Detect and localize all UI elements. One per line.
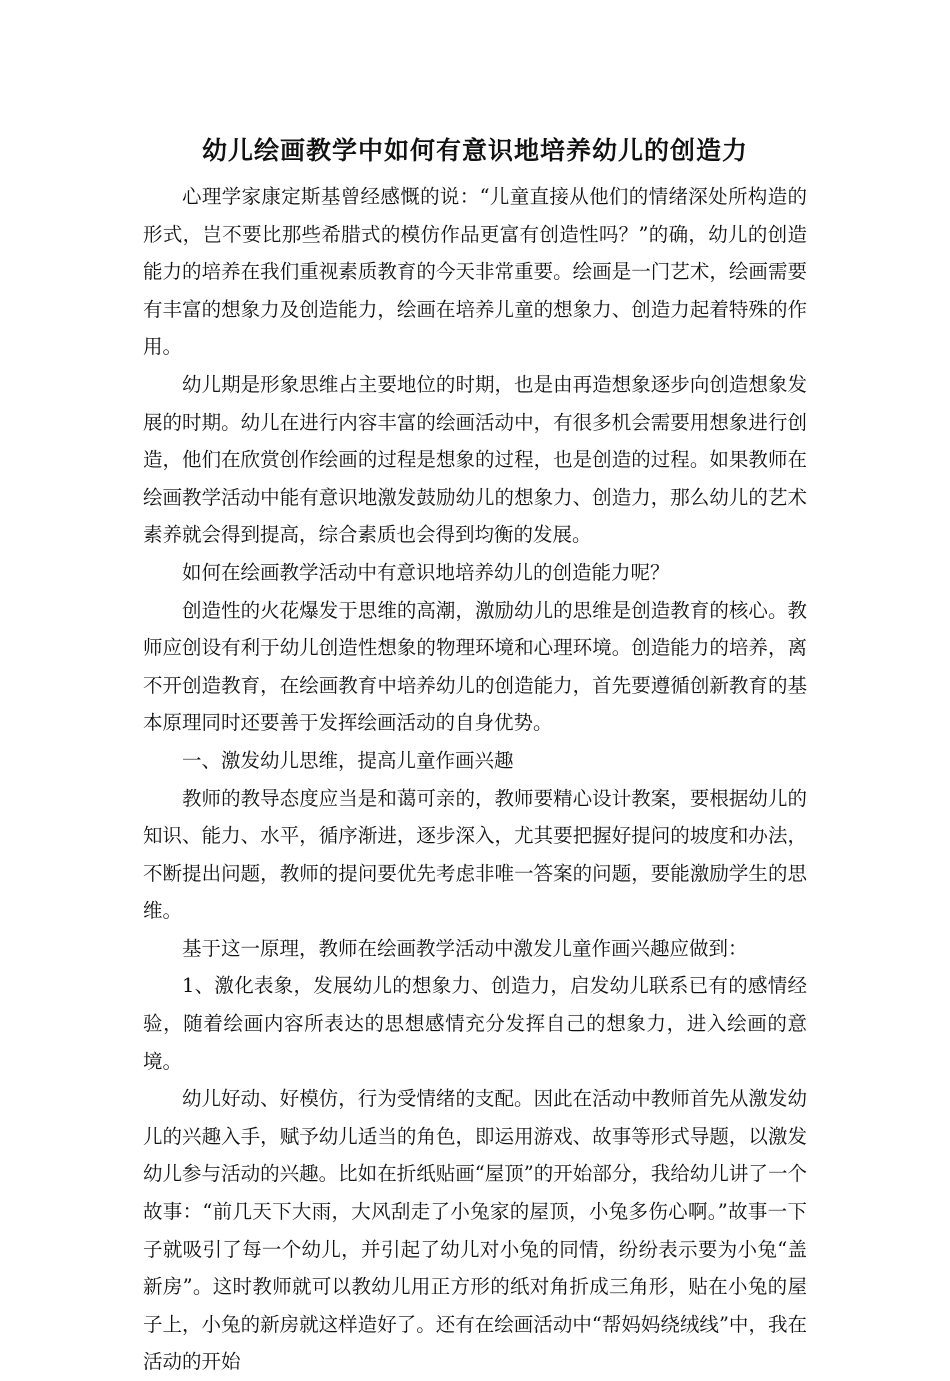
paragraph: 如何在绘画教学活动中有意识地培养幼儿的创造能力呢？ <box>182 560 670 584</box>
paragraph: 教师的教导态度应当是和蔼可亲的，教师要精心设计教案，要根据幼儿的知识、能力、水平，循序渐进，逐步深入，尤其要把握好提问的坡度和办法，不断提出问题，教师的提问要优先考虑非唯一答案的问题，要能激励学生的思维。 <box>143 786 807 923</box>
document-title: 幼儿绘画教学中如何有意识地培养幼儿的创造力 <box>201 136 748 165</box>
paragraph: 1、激化表象，发展幼儿的想象力、创造力，启发幼儿联系已有的感情经验，随着绘画内容所表达的思想感情充分发挥自己的想象力，进入绘画的意境。 <box>143 974 807 1073</box>
paragraph: 创造性的火花爆发于思维的高潮，激励幼儿的思维是创造教育的核心。教师应创设有利于幼儿创造性想象的物理环境和心理环境。创造能力的培养，离不开创造教育，在绘画教育中培养幼儿的创造能力，首先要遵循创新教育的基本原理同时还要善于发挥绘画活动的自身优势。 <box>143 598 807 735</box>
paragraph: 幼儿好动、好模仿，行为受情绪的支配。因此在活动中教师首先从激发幼儿的兴趣入手，赋予幼儿适当的角色，即运用游戏、故事等形式导题，以激发幼儿参与活动的兴趣。比如在折纸贴画“屋顶”的开始部分，我给幼儿讲了一个故事：“前几天下大雨，大风刮走了小兔家的屋顶，小兔多伤心啊。”故事一下子就吸引了每一个幼儿，并引起了幼儿对小兔的同情，纷纷表示要为小兔“盖新房”。这时教师就可以教幼儿用正方形的纸对角折成三角形，贴在小兔的屋子上，小兔的新房就这样造好了。还有在绘画活动中“帮妈妈绕绒线”中，我在活动的开始 <box>143 1087 807 1374</box>
paragraph: 幼儿期是形象思维占主要地位的时期，也是由再造想象逐步向创造想象发展的时期。幼儿在进行内容丰富的绘画活动中，有很多机会需要用想象进行创造，他们在欣赏创作绘画的过程是想象的过程，也是创造的过程。如果教师在绘画教学活动中能有意识地激发鼓励幼儿的想象力、创造力，那么幼儿的艺术素养就会得到提高，综合素质也会得到均衡的发展。 <box>143 372 807 547</box>
document-body <box>143 178 807 1381</box>
paragraph: 基于这一原理，教师在绘画教学活动中激发儿童作画兴趣应做到： <box>182 936 748 960</box>
section-heading: 一、激发幼儿思维，提高儿童作画兴趣 <box>182 748 514 772</box>
paragraph: 心理学家康定斯基曾经感慨的说：“儿童直接从他们的情绪深处所构造的形式，岂不要比那些希腊式的模仿作品更富有创造性吗？”的确，幼儿的创造能力的培养在我们重视素质教育的今天非常重要。绘画是一门艺术，绘画需要有丰富的想象力及创造能力，绘画在培养儿童的想象力、创造力起着特殊的作用。 <box>143 185 807 359</box>
